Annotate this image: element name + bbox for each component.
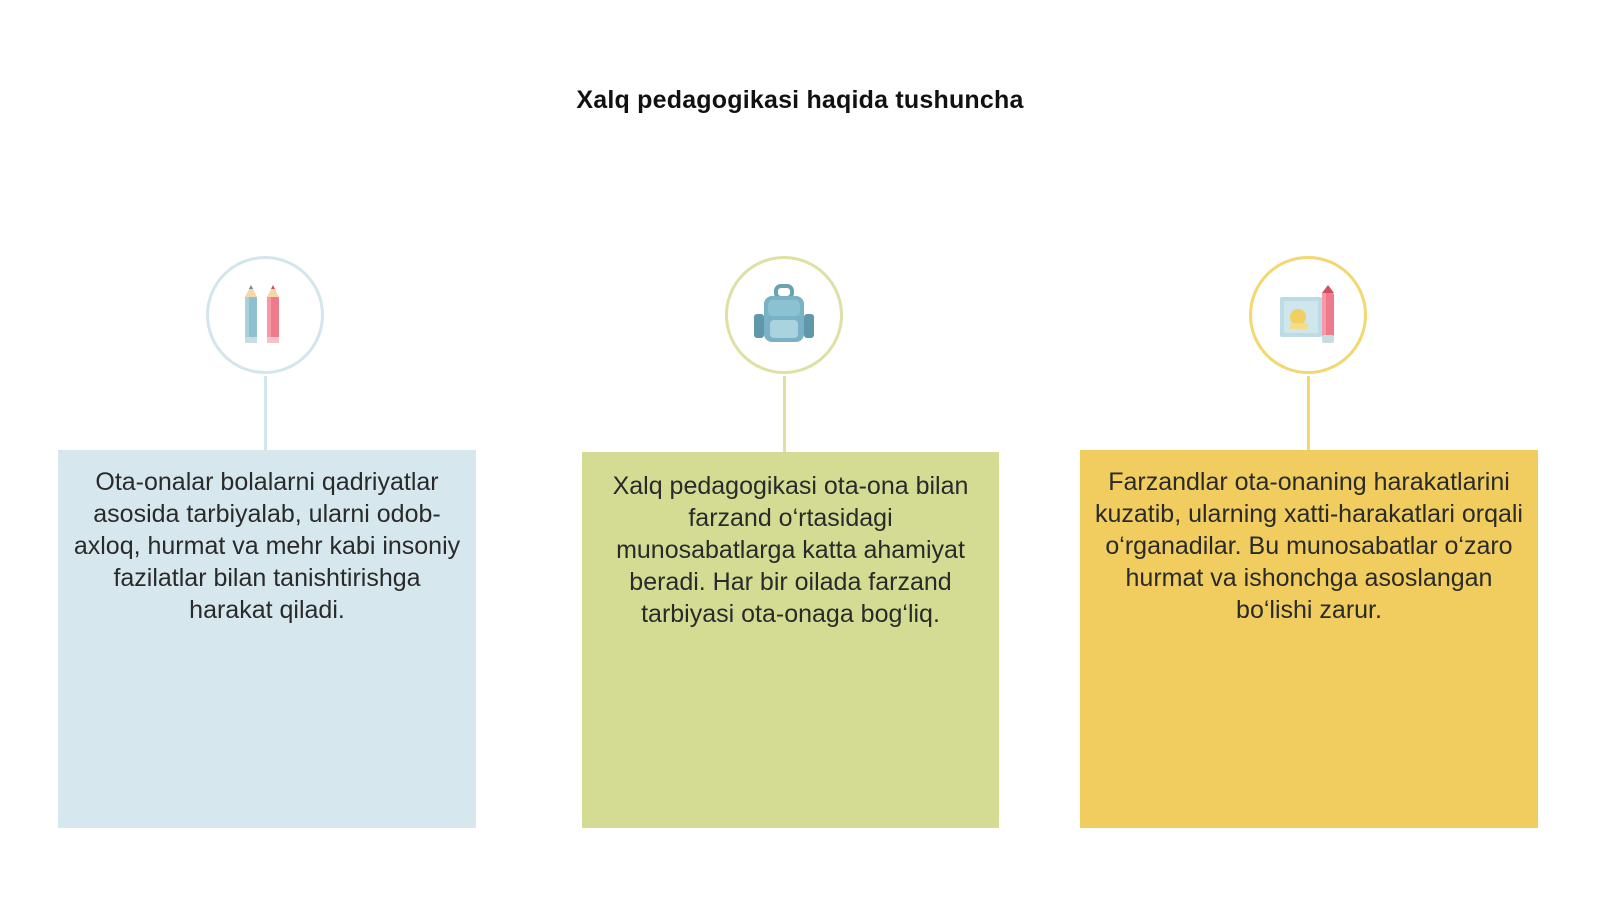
backpack-icon (752, 284, 816, 346)
card-2 (582, 452, 999, 828)
card-3-text: Farzandlar ota-onaning harakatlarini kuzatib, ularning xatti-harakatlari orqali o‘rganadilar. Bu munosabatlar o‘zaro hurmat va ishonchga asoslangan bo‘lishi zarur. (1095, 468, 1523, 624)
icon-circle-2 (725, 256, 843, 374)
icon-circle-1 (206, 256, 324, 374)
card-3 (1080, 450, 1538, 828)
card-1 (58, 450, 476, 828)
card-2-text: Xalq pedagogikasi ota-ona bilan farzand o‘rtasidagi munosabatlarga katta ahamiyat beradi. Har bir oilada farzand tarbiyasi ota-onaga bog‘liq. (612, 472, 969, 628)
card-1-text: Ota-onalar bolalarni qadriyatlar asosida tarbiyalab, ularni odob-axloq, hurmat va mehr kabi insoniy fazilatlar bilan tanishtirishga harakat qiladi. (73, 468, 461, 624)
icon-circle-3 (1249, 256, 1367, 374)
connector-3 (1307, 376, 1310, 450)
drawing-icon (1276, 285, 1340, 345)
connector-1 (264, 376, 267, 450)
slide-title: Xalq pedagogikasi haqida tushuncha (576, 86, 1024, 114)
pencils-icon (237, 283, 293, 347)
connector-2 (783, 376, 786, 452)
